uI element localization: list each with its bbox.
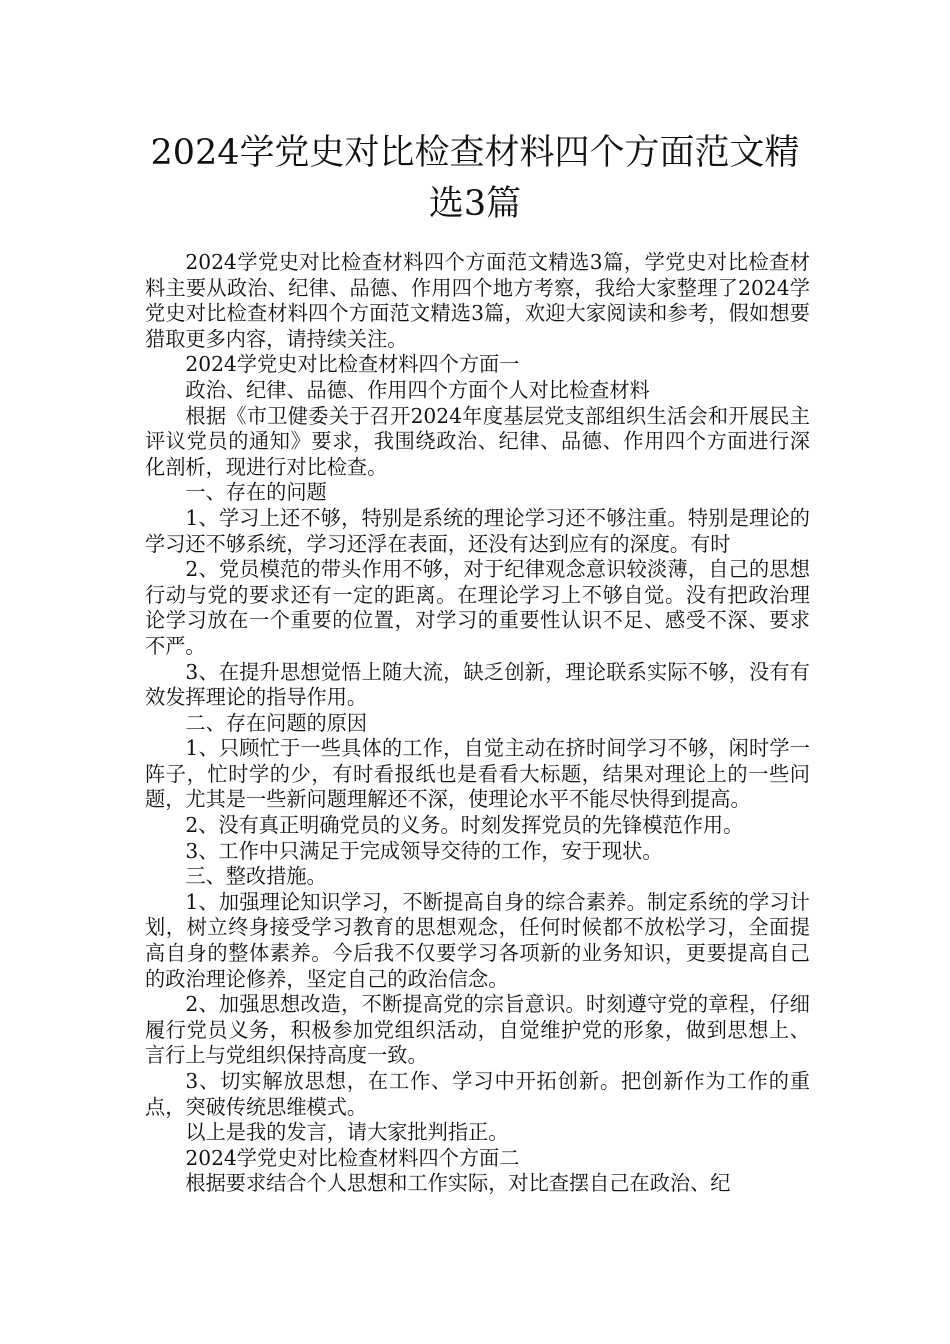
list-item: 1、加强理论知识学习，不断提高自身的综合素养。制定系统的学习计划，树立终身接受学习教育的思想观念，任何时候都不放松学习，全面提高自身的整体素养。今后我不仅要学习各项新的业务知识，更要提高自己的政治理论修养，坚定自己的政治信念。 [145, 889, 810, 991]
closing-line: 以上是我的发言，请大家批判指正。 [185, 1120, 509, 1145]
list-item: 1、学习上还不够，特别是系统的理论学习还不够注重。特别是理论的学习还不够系统，学习还浮在表面，还没有达到应有的深度。有时 [145, 505, 810, 556]
list-item: 2、党员模范的带头作用不够，对于纪律观念意识较淡薄，自己的思想行动与党的要求还有一定的距离。在理论学习上不够自觉。没有把政治理论学习放在一个重要的位置，对学习的重要性认识不足、感受不深、要求不严。 [145, 557, 810, 658]
section-heading-part-2: 2024学党史对比检查材料四个方面二 [185, 1145, 520, 1170]
subtitle: 政治、纪律、品德、作用四个方面个人对比检查材料 [185, 377, 650, 402]
body-paragraph: 根据《市卫健委关于召开2024年度基层党支部组织生活会和开展民主评议党员的通知》要求，我围绕政治、纪律、品德、作用四个方面进行深化剖析，现进行对比检查。 [145, 403, 810, 479]
list-item: 1、只顾忙于一些具体的工作，自觉主动在挤时间学习不够，闲时学一阵子，忙时学的少，有时看报纸也是看看大标题，结果对理论上的一些问题，尤其是一些新问题理解还不深，使理论水平不能尽快得到提高。 [145, 736, 810, 812]
document-title-line-1: 2024学党史对比检查材料四个方面范文精 [150, 133, 800, 173]
list-item: 2、没有真正明确党员的义务。时刻发挥党员的先锋模范作用。 [185, 813, 744, 838]
section-heading-part-1: 2024学党史对比检查材料四个方面一 [185, 352, 520, 377]
list-item: 3、切实解放思想，在工作、学习中开拓创新。把创新作为工作的重点，突破传统思维模式。 [145, 1069, 810, 1119]
document-title-line-2: 选3篇 [428, 184, 522, 224]
list-item: 3、工作中只满足于完成领导交待的工作，安于现状。 [185, 838, 663, 863]
body-paragraph: 根据要求结合个人思想和工作实际，对比查摆自己在政治、纪 [185, 1171, 731, 1196]
list-item: 2、加强思想改造，不断提高党的宗旨意识。时刻遵守党的章程，仔细履行党员义务，积极参加党组织活动，自觉维护党的形象，做到思想上、言行上与党组织保持高度一致。 [145, 992, 810, 1068]
intro-paragraph: 2024学党史对比检查材料四个方面范文精选3篇，学党史对比检查材料主要从政治、纪律、品德、作用四个地方考察，我给大家整理了2024学党史对比检查材料四个方面范文精选3篇，欢迎大家阅读和参考，假如想要猎取更多内容，请持续关注。 [145, 250, 810, 351]
subheading-problems: 一、存在的问题 [185, 480, 327, 505]
document-title [100, 128, 850, 230]
document-body [145, 250, 810, 1197]
subheading-measures: 三、整改措施。 [185, 864, 327, 889]
list-item: 3、在提升思想觉悟上随大流，缺乏创新，理论联系实际不够，没有有效发挥理论的指导作用。 [145, 659, 810, 710]
subheading-causes: 二、存在问题的原因 [185, 710, 368, 735]
